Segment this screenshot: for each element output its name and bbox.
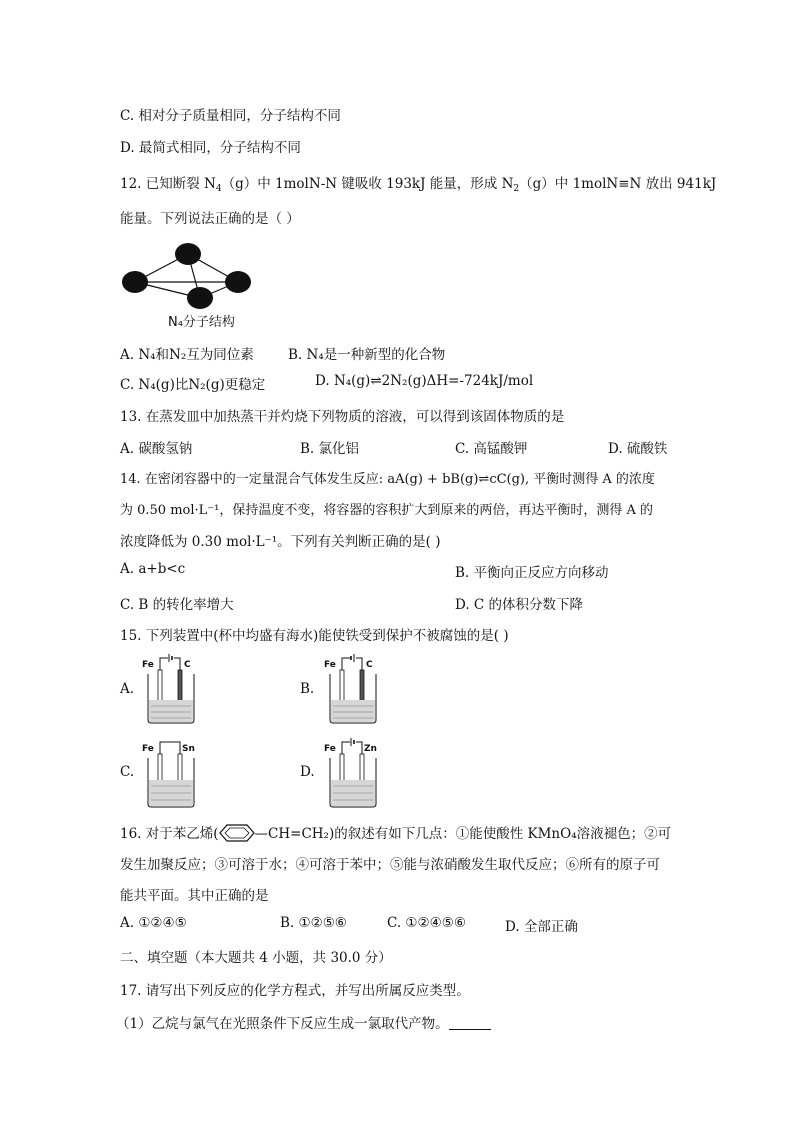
n4-atom-top [175,243,201,265]
benzene-ring-icon [219,824,255,842]
q12-stem-c: （g）中 1molN≡N 放出 941kJ [519,176,717,192]
q16-line1-b: —CH=CH₂)的叙述有如下几点：①能使酸性 KMnO₄溶液褪色；②可 [254,826,672,842]
q16-line2: 发生加聚反应；③可溶于水；④可溶于苯中；⑤能与浓硝酸发生取代反应；⑥所有的原子可 [120,857,660,873]
apparatus-a-figure [140,652,202,726]
q16-option-c: C. ①②④⑤⑥ [387,915,466,931]
q16-option-d: D. 全部正确 [505,919,578,935]
svg-text:Fe: Fe [324,744,336,754]
svg-text:Zn: Zn [364,744,377,754]
q12-sub2: 2 [513,184,520,194]
svg-text:Sn: Sn [182,744,195,754]
apparatus-d-figure [322,736,384,810]
n4-molecule-figure [118,240,258,332]
q12-stem-line2: 能量。下列说法正确的是（ ） [120,211,300,227]
q12-option-b: B. N₄是一种新型的化合物 [288,347,446,363]
n4-atom-right [225,271,251,293]
q16-option-a: A. ①②④⑤ [120,915,187,931]
q13-stem: 13. 在蒸发皿中加热蒸干并灼烧下列物质的溶液，可以得到该固体物质的是 [120,409,565,425]
q12-option-a: A. N₄和N₂互为同位素 [120,347,254,363]
svg-text:C: C [184,660,191,670]
q15-stem: 15. 下列装置中(杯中均盛有海水)能使铁受到保护不被腐蚀的是( ) [120,628,509,644]
svg-text:Fe: Fe [142,660,154,670]
q15-label-c: C. [120,764,135,780]
q14-option-c: C. B 的转化率增大 [120,597,234,613]
q13-option-d: D. 硫酸铁 [608,441,668,457]
q12-option-c: C. N₄(g)比N₂(g)更稳定 [120,377,266,393]
q13-option-a: A. 碳酸氢钠 [120,441,193,457]
q15-label-d: D. [300,764,315,780]
q15-label-a: A. [120,681,135,697]
q12-sub4: 4 [215,184,222,194]
q13-option-c: C. 高锰酸钾 [455,441,528,457]
apparatus-c-figure [140,736,202,810]
q12-stem-line1 [120,172,716,194]
q17-part1 [116,1012,491,1032]
apparatus-b-figure [322,652,384,726]
svg-text:Fe: Fe [324,660,336,670]
answer-blank[interactable] [449,1017,491,1030]
q16-line1 [120,822,671,842]
q12-option-d: D. N₄(g)⇌2N₂(g)ΔH=-724kJ/mol [315,373,534,389]
q16-line3: 能共平面。其中正确的是 [120,888,269,904]
svg-text:Fe: Fe [142,744,154,754]
q13-option-b: B. 氯化铝 [300,441,360,457]
q16-option-b: B. ①②⑤⑥ [280,915,347,931]
q11-option-d: D. 最简式相同，分子结构不同 [120,140,301,156]
n4-atom-left [122,271,148,293]
q12-stem-b: （g）中 1molN-N 键吸收 193kJ 能量，形成 N [221,176,514,192]
n4-atom-front [187,287,213,309]
q11-option-c: C. 相对分子质量相同，分子结构不同 [120,108,341,124]
q12-stem-a: 12. 已知断裂 N [120,176,216,192]
q14-option-b: B. 平衡向正反应方向移动 [455,565,609,581]
q14-line1: 14. 在密闭容器中的一定量混合气体发生反应: aA(g) + bB(g)⇌cC(g), 平衡时测得 A 的浓度 [120,472,655,487]
q14-option-a: A. a+b<c [120,561,186,577]
q17-part1-text: （1）乙烷与氯气在光照条件下反应生成一氯取代产物。 [116,1016,449,1032]
section2-title: 二、填空题（本大题共 4 小题，共 30.0 分） [120,950,392,966]
q14-option-d: D. C 的体积分数下降 [455,597,584,613]
q15-label-b: B. [300,681,315,697]
n4-figure-caption: N₄分子结构 [168,315,235,330]
q17-stem: 17. 请写出下列反应的化学方程式，并写出所属反应类型。 [120,983,470,999]
q16-line1-a: 16. 对于苯乙烯( [120,826,219,842]
q14-line3: 浓度降低为 0.30 mol·L⁻¹。下列有关判断正确的是( ) [120,534,441,550]
svg-text:C: C [366,660,373,670]
q14-line2: 为 0.50 mol·L⁻¹，保持温度不变，将容器的容积扩大到原来的两倍，再达平衡时，测得 A 的 [120,503,654,518]
